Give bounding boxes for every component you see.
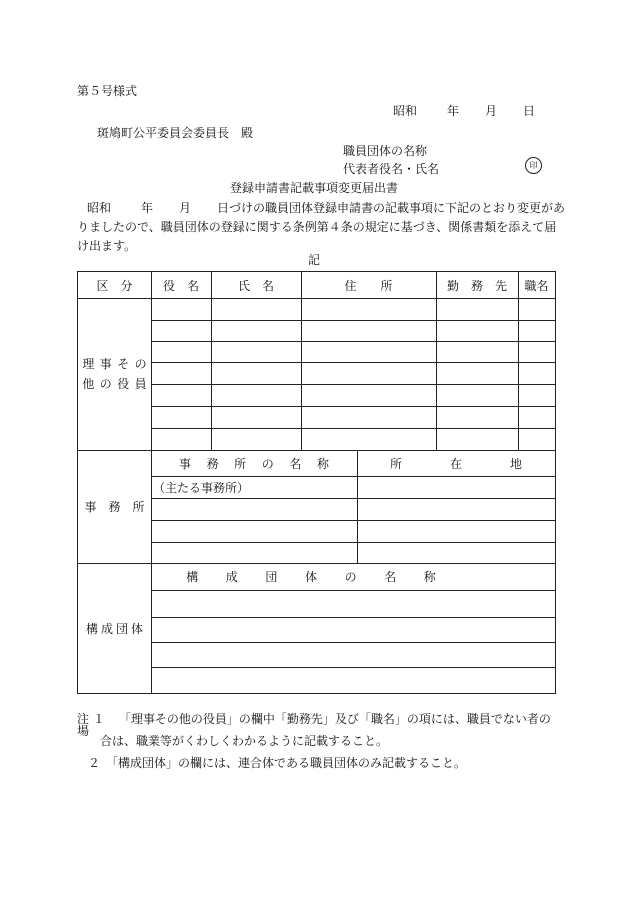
header-kubun: 区 分 — [96, 278, 133, 293]
table-divider — [301, 272, 302, 450]
date-line — [393, 105, 535, 117]
office-name-header: 事務所の名称 — [178, 456, 345, 471]
header-yakumei: 役 名 — [162, 278, 199, 293]
constituent-label: 構成団体 — [85, 621, 146, 636]
table-divider — [151, 667, 555, 668]
table-divider — [151, 642, 555, 643]
form-number: 第５号様式 — [77, 84, 138, 98]
representative-label: 代表者役名・氏名 — [343, 162, 440, 176]
table-divider — [151, 590, 555, 591]
table-divider — [151, 520, 555, 521]
table-divider — [151, 542, 555, 543]
table-divider — [151, 498, 555, 499]
officers-label-line1: 理事その — [82, 357, 152, 371]
table-divider — [211, 272, 212, 450]
body-year: 年 — [141, 201, 154, 215]
constituent-header: 構成団体の名称 — [186, 570, 464, 584]
table-divider — [151, 272, 152, 693]
body-month: 月 — [179, 201, 192, 215]
body-era: 昭和 — [87, 201, 112, 215]
office-location-header: 所 在 地 — [389, 456, 540, 471]
note-1-text: 「理事その他の役員」の欄中「勤務先」及び「職名」の項には、職員でない者の場 — [77, 712, 551, 738]
org-name-label: 職員団体の名称 — [343, 144, 428, 158]
body-line2: りましたので、職員団体の登録に関する条例第４条の規定に基づき、関係書類を添えて届 — [77, 220, 557, 234]
table-divider — [151, 617, 555, 618]
body-text — [77, 199, 566, 256]
header-shimei: 氏 名 — [237, 278, 274, 293]
note-2: ２ 「構成団体」の欄には、連合体である職員団体のみ記載すること。 — [88, 756, 467, 770]
ki-label: 記 — [308, 253, 321, 267]
table-divider — [436, 272, 437, 450]
header-kinmusaki: 勤 務 先 — [446, 278, 507, 293]
officers-label — [78, 298, 151, 450]
body-line1-rest: 日づけの職員団体登録申請書の記載事項に下記のとおり変更があ — [217, 201, 566, 215]
date-era: 昭和 — [393, 104, 418, 118]
document-title: 登録申請書記載事項変更届出書 — [230, 181, 399, 195]
date-month: 月 — [485, 104, 498, 118]
seal-mark: 印 — [525, 157, 542, 174]
header-jusho: 住 所 — [344, 278, 393, 293]
date-year: 年 — [447, 104, 460, 118]
officers-label-line2: 他の役員 — [82, 377, 152, 391]
note-1-continuation: 合は、職業等がくわしくわかるように記載すること。 — [100, 734, 389, 748]
note-1-number: 注 １ — [77, 712, 105, 726]
date-day: 日 — [523, 104, 536, 118]
form-table — [77, 271, 556, 694]
addressee: 斑鳩町公平委員会委員長 殿 — [97, 126, 254, 140]
table-divider — [518, 272, 519, 450]
header-shokumei: 職名 — [524, 278, 549, 293]
body-line3: け出ます。 — [77, 239, 137, 253]
office-main-label: （主たる事務所） — [153, 480, 250, 495]
office-label: 事 務 所 — [84, 500, 145, 514]
